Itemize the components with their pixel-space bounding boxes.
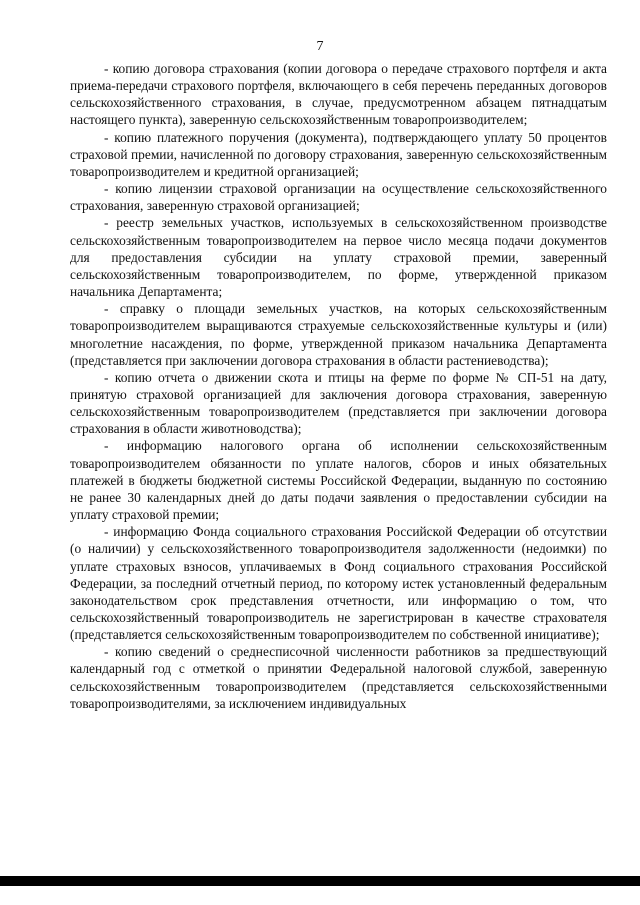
scan-bottom-border [0, 876, 640, 886]
paragraph-livestock-report-copy: - копию отчета о движении скота и птицы на ферме по форме № СП-51 на дату, принятую страховой организацией для заключения договора страхования, заверенную сельскохозяйственным товаропроизводителем (представляется при заключении договора страхования в области животноводства); [70, 369, 607, 437]
paragraph-license-copy: - копию лицензии страховой организации на осуществление сельскохозяйственного страхования, заверенную страховой организацией; [70, 181, 607, 214]
paragraph-social-insurance-info: - информацию Фонда социального страхования Российской Федерации об отсутствии (о наличии) у сельскохозяйственного товаропроизводителя задолженности (недоимки) по уплате страховых взносов, уплачиваемых в Фонд социального страхования Российской Федерации, за последний отчетный период, по которому истек установленный федеральным законодательством срок представления отчетности, или информацию о том, что сельскохозяйственный товаропроизводитель не зарегистрирован в качестве страхователя (представляется сельскохозяйственным товаропроизводителем по собственной инициативе); [70, 524, 607, 643]
document-body [70, 60, 607, 712]
page-number: 7 [316, 39, 324, 54]
paragraph-payment-order-copy: - копию платежного поручения (документа), подтверждающего уплату 50 процентов страховой премии, начисленной по договору страхования, заверенную сельскохозяйственным товаропроизводителем и кредитной организацией; [70, 129, 607, 179]
paragraph-headcount-info: - копию сведений о среднесписочной численности работников за предшествующий календарный год с отметкой о принятии Федеральной налоговой службой, заверенную сельскохозяйственным товаропроизводителем (представляется сельскохозяйственными товаропроизводителями, за исключением индивидуальных [70, 644, 607, 711]
paragraph-tax-authority-info: - информацию налогового органа об исполнении сельскохозяйственным товаропроизводителем обязанности по уплате налогов, сборов и иных обязательных платежей в бюджеты бюджетной системы Российской Федерации, выданную по состоянию не ранее 30 календарных дней до даты подачи заявления о предоставлении субсидии на уплату страховой премии; [70, 438, 607, 523]
paragraph-insurance-contract-copy: - копию договора страхования (копии договора о передаче страхового портфеля и акта приема-передачи страхового портфеля, включающего в себя перечень переданных договоров сельскохозяйственного страхования, в случае, предусмотренном абзацем пятнадцатым настоящего пункта), заверенную сельскохозяйственным товаропроизводителем; [70, 61, 607, 128]
paragraph-land-area-certificate: - справку о площади земельных участков, на которых сельскохозяйственным товаропроизводителем выращиваются страхуемые сельскохозяйственные культуры и (или) многолетние насаждения, по форме, утвержденной приказом начальника Департамента (представляется при заключении договора страхования в области растениеводства); [70, 301, 607, 368]
paragraph-land-registry: - реестр земельных участков, используемых в сельскохозяйственном производстве сельскохозяйственным товаропроизводителем на первое число месяца подачи документов для предоставления субсидии на уплату страховой премии, заверенный сельскохозяйственным товаропроизводителем, по форме, утвержденной приказом начальника Департамента; [70, 215, 607, 300]
